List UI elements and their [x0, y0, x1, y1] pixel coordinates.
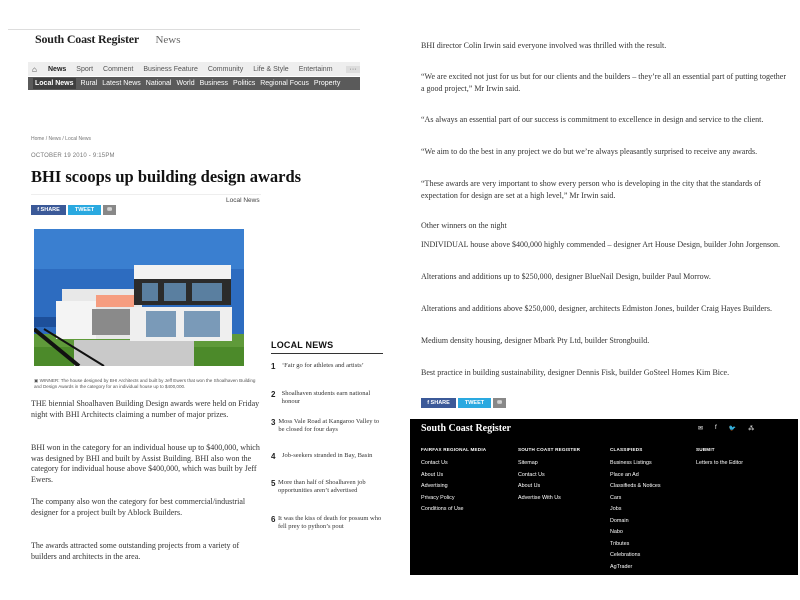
article-paragraph: The company also won the category for best commercial/industrial designer for a project built by Ablock Builders.	[31, 497, 246, 517]
subnav-item-property[interactable]: Property	[313, 80, 341, 87]
footer-column-submit	[696, 447, 743, 470]
local-news-rank: 2	[271, 390, 276, 399]
article-paragraph: “We are excited not just for us but for our clients and the builders – they’re all an essential part of putting together a good project,” Mr Irwin said.	[421, 72, 787, 93]
article-paragraph: “We aim to do the best in any project we do but we’re always pleasantly surprised to receive any awards.	[421, 147, 758, 156]
photo-caption	[34, 378, 256, 390]
footer-social-icons	[698, 425, 754, 432]
footer-link[interactable]: About Us	[518, 483, 541, 489]
footer-link[interactable]: Celebrations	[610, 552, 641, 558]
footer-link[interactable]: Privacy Policy	[421, 494, 455, 501]
nav-item-business-feature[interactable]: Business Feature	[143, 65, 198, 73]
nav-item-entertainment[interactable]: Entertainm	[298, 65, 333, 73]
facebook-icon[interactable]: f	[715, 425, 717, 431]
article-paragraph: “As always an essential part of our success is commitment to excellence in design and service to the client.	[421, 115, 764, 124]
subnav-item-regional-focus[interactable]: Regional Focus	[260, 80, 309, 87]
article-headline: BHI scoops up building design awards	[31, 167, 302, 186]
footer-column-classifieds	[610, 447, 661, 573]
nav-more-button[interactable]: ···	[346, 66, 360, 73]
masthead	[35, 30, 181, 60]
category-label[interactable]: Local News	[226, 197, 260, 204]
secondary-nav	[28, 77, 360, 90]
primary-nav	[28, 62, 360, 76]
share-bar-top	[31, 205, 116, 215]
twitter-share-button[interactable]: TWEET	[458, 398, 491, 408]
local-news-link[interactable]: ‘Fair go for athletes and artists’	[282, 362, 364, 369]
right-page-capture	[410, 0, 800, 600]
local-news-rank: 1	[271, 362, 276, 371]
footer-column-heading: SUBMIT	[696, 447, 715, 452]
footer-link[interactable]: About Us	[421, 471, 444, 478]
footer-column-fairfax	[421, 447, 486, 516]
article-paragraph: Other winners on the night	[421, 221, 507, 230]
nav-item-news[interactable]: News	[48, 65, 67, 73]
footer-column-heading: CLASSIFIEDS	[610, 447, 643, 452]
footer-link[interactable]: Classifieds & Notices	[610, 483, 661, 489]
footer-link[interactable]: Business Listings	[610, 460, 652, 466]
footer-link[interactable]: AgTrader	[610, 563, 633, 570]
email-share-button[interactable]: ✉	[493, 398, 506, 408]
article-paragraph: INDIVIDUAL house above $400,000 highly commended – designer Art House Design, builder John Jorgenson.	[421, 240, 781, 249]
local-news-item[interactable]	[271, 362, 386, 371]
email-share-button[interactable]: ✉	[103, 205, 116, 215]
footer-link[interactable]: Tributes	[610, 540, 630, 547]
footer-link[interactable]: Advertising	[421, 483, 448, 489]
article-paragraph: THE biennial Shoalhaven Building Design awards were held on Friday night with BHI Architects claiming a number of major prizes.	[31, 399, 260, 419]
footer-column-heading: FAIRFAX REGIONAL MEDIA	[421, 447, 487, 452]
article-paragraph: Alterations and additions above $250,000, designer, architects Edmiston Jones, builder Craig Hayes Builders.	[421, 304, 772, 313]
article-datetime: OCTOBER 19 2010 - 9:15PM	[31, 153, 115, 159]
local-news-link[interactable]: Moss Vale Road at Kangaroo Valley to be closed for four days	[278, 418, 380, 433]
local-news-item[interactable]	[271, 418, 386, 433]
footer-column-register	[518, 447, 580, 504]
footer-link[interactable]: Jobs	[610, 506, 622, 512]
article-paragraph: Alterations and additions up to $250,000, designer BlueNail Design, builder Paul Morrow.	[421, 272, 711, 281]
site-logo[interactable]: South Coast Register	[35, 32, 139, 46]
article-paragraph: BHI director Colin Irwin said everyone involved was thrilled with the result.	[421, 41, 667, 50]
subnav-item-rural[interactable]: Rural	[80, 80, 98, 87]
subnav-item-latest-news[interactable]: Latest News	[102, 80, 141, 87]
footer-logo[interactable]: South Coast Register	[421, 423, 511, 434]
footer-link[interactable]: Sitemap	[518, 460, 538, 466]
subnav-item-politics[interactable]: Politics	[233, 80, 256, 87]
footer-column-heading: SOUTH COAST REGISTER	[518, 447, 581, 452]
local-news-item[interactable]	[271, 515, 386, 530]
subnav-item-local-news[interactable]: Local News	[35, 80, 74, 87]
caption-text: WINNER: The house designed by BHI Architects and built by Jeff Ewers that won the Shoalhaven Building and Design Awards in the category for an individual house up to $400,000.	[34, 378, 256, 389]
nav-item-community[interactable]: Community	[207, 65, 244, 73]
footer-link[interactable]: Letters to the Editor	[696, 460, 744, 466]
nav-item-comment[interactable]: Comment	[103, 65, 134, 73]
subnav-item-business[interactable]: Business	[199, 80, 229, 87]
nav-item-life-style[interactable]: Life & Style	[253, 65, 289, 73]
footer-link[interactable]: Cars	[610, 494, 622, 501]
local-news-link[interactable]: Job-seekers stranded in Bay, Basin	[282, 452, 373, 459]
nav-item-sport[interactable]: Sport	[76, 65, 94, 73]
article-paragraph: Medium density housing, designer Mbark Pty Ltd, builder Strongbuild.	[421, 336, 650, 345]
caption-icon: ▣	[34, 378, 40, 383]
subnav-item-world[interactable]: World	[176, 80, 195, 87]
breadcrumb[interactable]: Home / News / Local News	[31, 136, 92, 142]
footer-link[interactable]: Advertise With Us	[518, 494, 561, 501]
facebook-share-button[interactable]: f SHARE	[421, 398, 456, 408]
local-news-heading: LOCAL NEWS	[271, 340, 334, 350]
article-paragraph: BHI won in the category for an individual house up to $400,000, which was designed by BHI and built by Assist Building. BHI also won the category for individual house above $400,000, which was built by Jeff Ewers.	[31, 443, 260, 484]
local-news-divider	[271, 353, 383, 354]
article-paragraph: Best practice in building sustainability, designer Dennis Fisk, builder GoSteel Homes Kim Bice.	[421, 368, 730, 377]
footer-link[interactable]: Domain	[610, 517, 629, 524]
local-news-item[interactable]	[271, 390, 386, 405]
email-icon[interactable]: ✉	[698, 426, 704, 432]
local-news-link[interactable]: It was the kiss of death for possum who fell prey to python’s pout	[277, 515, 382, 530]
article-paragraph: “These awards are very important to show every person who is developing in the city that the standards of expectation for design are set at a high level,” Mr Irwin said.	[421, 179, 761, 200]
local-news-link[interactable]: Shoalhaven students earn national honour	[281, 390, 371, 405]
headline-divider	[31, 194, 261, 195]
local-news-rank: 6	[271, 515, 276, 524]
site-footer	[410, 419, 798, 575]
footer-link[interactable]: Conditions of Use	[421, 506, 464, 512]
twitter-icon[interactable]: 🐦	[728, 426, 737, 432]
footer-link[interactable]: Contact Us	[518, 471, 545, 478]
footer-link[interactable]: Nabo	[610, 529, 623, 535]
local-news-item[interactable]	[271, 452, 386, 461]
share-bar-bottom	[421, 398, 506, 408]
local-news-link[interactable]: More than half of Shoalhaven job opportunities aren’t advertised	[278, 479, 366, 494]
local-news-rank: 4	[271, 452, 276, 461]
home-icon[interactable]: ⌂	[32, 64, 37, 74]
rss-icon[interactable]: ⁂	[748, 426, 755, 432]
facebook-share-button[interactable]: f SHARE	[31, 205, 66, 215]
subnav-item-national[interactable]: National	[145, 80, 172, 87]
footer-link[interactable]: Place an Ad	[610, 471, 639, 478]
article-paragraph: The awards attracted some outstanding projects from a variety of builders and architects in the area.	[31, 541, 240, 561]
local-news-rank: 3	[271, 418, 276, 427]
article-photo	[34, 229, 244, 366]
local-news-item[interactable]	[271, 479, 386, 494]
local-news-rank: 5	[271, 479, 276, 488]
twitter-share-button[interactable]: TWEET	[68, 205, 101, 215]
section-title: News	[155, 34, 181, 46]
footer-link[interactable]: Contact Us	[421, 460, 448, 466]
